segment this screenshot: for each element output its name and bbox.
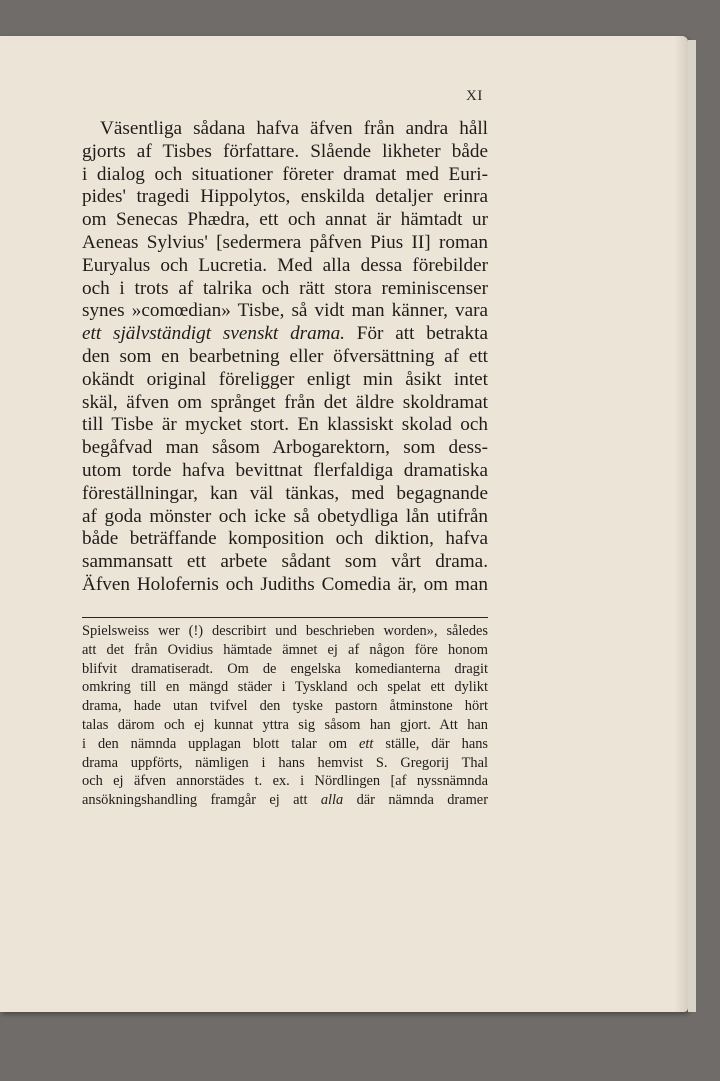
body-line: skäl, äfven om språnget från det äldre skoldramat — [82, 391, 488, 413]
body-line: till Tisbe är mycket stort. En klassiskt skolad och — [82, 414, 488, 436]
footnote-line: omkring till en mängd städer i Tyskland och spelat ett dylikt — [82, 679, 488, 696]
body-line: föreställningar, kan väl tänkas, med begagnande — [82, 482, 488, 504]
emphasis-text: ett självständigt svenskt drama. — [82, 323, 345, 345]
body-line: Äfven Holofernis och Judiths Comedia är, om man — [82, 573, 488, 595]
body-line: den som en bearbetning eller öfversättning af ett — [82, 345, 488, 367]
body-line — [82, 323, 488, 346]
footnote-line: att det från Ovidius hämtade ämnet ej af någon före honom — [82, 641, 488, 658]
body-line: pides' tragedi Hippolytos, enskilda detaljer erinra — [82, 186, 488, 208]
footnote-line — [82, 735, 488, 754]
emphasis-text: alla — [320, 792, 344, 809]
body-line: gjorts af Tisbes författare. Slående likheter både — [82, 140, 488, 162]
body-line: begåfvad man såsom Arbogarektorn, som dess- — [82, 437, 488, 459]
body-line: synes »comœdian» Tisbe, så vidt man känner, vara — [82, 300, 488, 322]
body-line-rest: För att betrakta — [344, 323, 488, 345]
page-number: XI — [466, 88, 483, 104]
footnote-line-start: ansökningshandling framgår ej att — [82, 792, 321, 809]
body-line: sammansatt ett arbete sådant som vårt drama. — [82, 551, 488, 573]
footnote-line-rest: där nämnda dramer — [343, 792, 488, 809]
body-line: i dialog och situationer företer dramat med Euri- — [82, 163, 488, 185]
body-line: Euryalus och Lucretia. Med alla dessa förebilder — [82, 254, 488, 276]
footnote — [82, 622, 488, 810]
footnote-line: drama uppförts, nämligen i hans hemvist S. Gregorij Thal — [82, 754, 488, 771]
body-line: af goda mönster och icke så obetydliga lån utifrån — [82, 505, 488, 527]
footnote-line: och ej äfven annorstädes t. ex. i Nördlingen [af nyssnämnda — [82, 773, 488, 790]
footnote-line — [82, 791, 488, 810]
body-line: utom torde hafva bevittnat flerfaldiga dramatiska — [82, 459, 488, 481]
footnote-line: Spielsweiss wer (!) describirt und beschrieben worden», således — [82, 623, 488, 639]
footnote-line-rest: ställe, där hans — [373, 735, 488, 752]
body-line: okändt original föreligger enligt min åsikt intet — [82, 368, 488, 390]
body-text — [82, 118, 488, 597]
body-line: Aeneas Sylvius' [sedermera påfven Pius II] roman — [82, 231, 488, 253]
footnote-rule — [82, 617, 488, 618]
page-edge — [688, 40, 696, 1012]
footnote-line: talas därom och ej kunnat yttra sig såsom han gjort. Att han — [82, 716, 488, 733]
emphasis-text: ett — [359, 735, 374, 752]
body-line: Väsentliga sådana hafva äfven från andra håll — [100, 118, 488, 139]
footnote-line: blifvit dramatiseradt. Om de engelska komedianterna dragit — [82, 660, 488, 677]
body-line: och i trots af talrika och rätt stora reminiscenser — [82, 277, 488, 299]
footnote-line: drama, hade utan tvifvel den tyske pastorn åtminstone hört — [82, 698, 488, 715]
footnote-line-start: i den nämnda upplagan blott talar om — [82, 735, 360, 752]
body-line: om Senecas Phædra, ett och annat är hämtadt ur — [82, 209, 488, 231]
body-line: både beträffande komposition och diktion, hafva — [82, 528, 488, 550]
